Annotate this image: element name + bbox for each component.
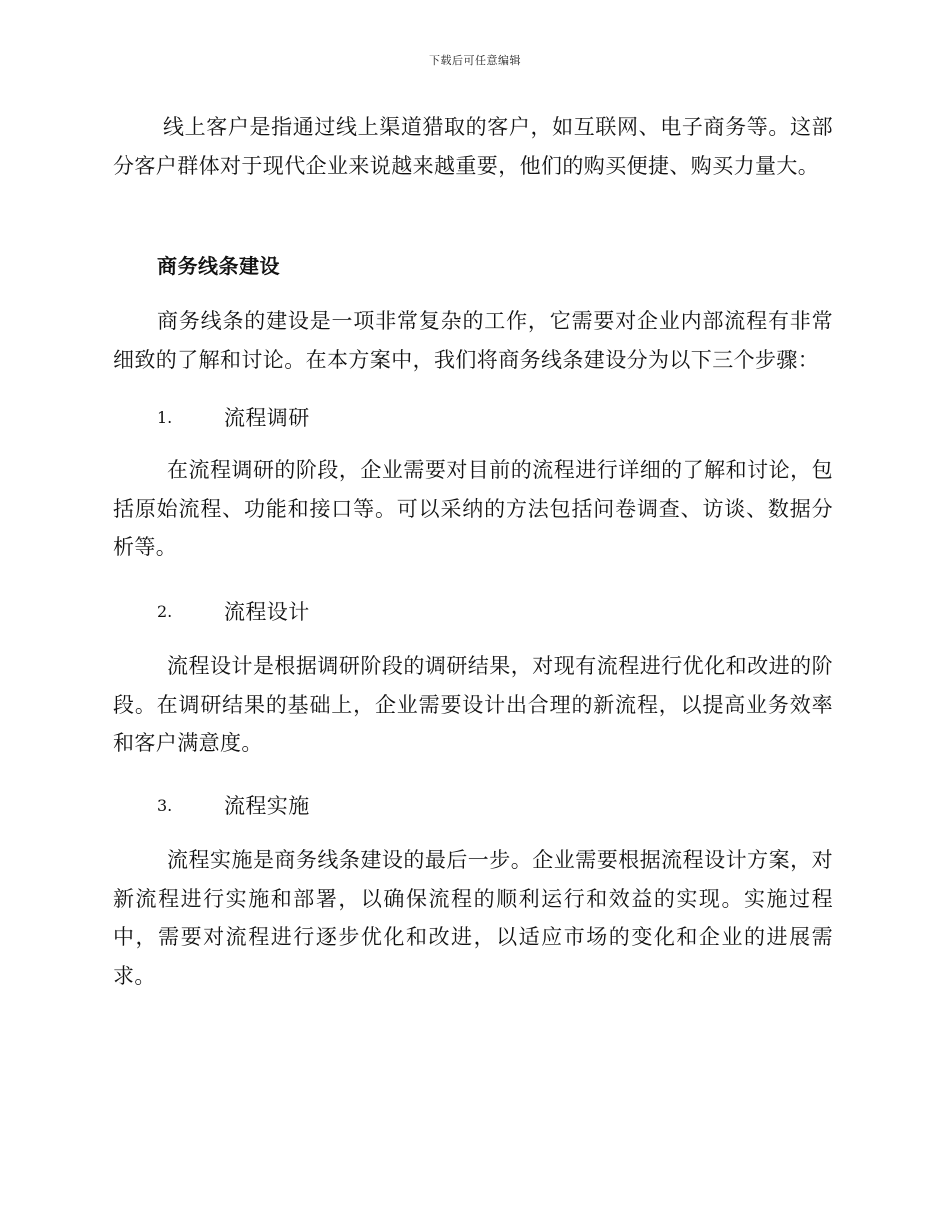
header-note: 下载后可任意编辑 <box>429 54 521 67</box>
step-2-description: 流程设计是根据调研阶段的调研结果，对现有流程进行优化和改进的阶段。在调研结果的基础上，企业需要设计出合理的新流程，以提高业务效率和客户满意度。 <box>113 654 833 755</box>
section-heading: 商务线条建设 <box>157 254 280 278</box>
step-3-number: 3. <box>157 796 173 815</box>
step-2-title: 流程设计 <box>224 600 310 624</box>
intro-paragraph: 线上客户是指通过线上渠道猎取的客户，如互联网、电子商务等。这部分客户群体对于现代企业来说越来越重要，他们的购买便捷、购买力量大。 <box>113 115 833 178</box>
step-1-number: 1. <box>157 408 173 427</box>
step-1-description: 在流程调研的阶段，企业需要对目前的流程进行详细的了解和讨论，包括原始流程、功能和接口等。可以采纳的方法包括问卷调查、访谈、数据分析等。 <box>113 458 833 559</box>
step-2-number: 2. <box>157 602 173 621</box>
step-3-title: 流程实施 <box>224 794 310 818</box>
section-intro-paragraph: 商务线条的建设是一项非常复杂的工作，它需要对企业内部流程有非常细致的了解和讨论。在本方案中，我们将商务线条建设分为以下三个步骤： <box>113 309 833 372</box>
step-3-description: 流程实施是商务线条建设的最后一步。企业需要根据流程设计方案，对新流程进行实施和部署，以确保流程的顺利运行和效益的实现。实施过程中，需要对流程进行逐步优化和改进，以适应市场的变化和企业的进展需求。 <box>113 848 833 988</box>
step-1-title: 流程调研 <box>224 406 310 430</box>
